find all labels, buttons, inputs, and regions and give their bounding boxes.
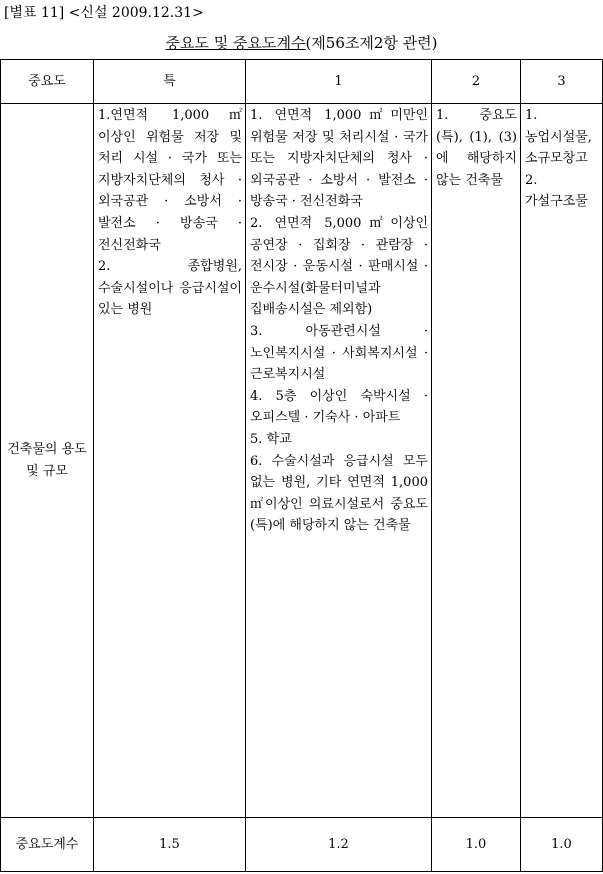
- coef-grade-2: 1.0: [432, 818, 521, 872]
- row-label-coefficient: 중요도계수: [1, 818, 94, 872]
- grade1-item-1: 1. 연면적 1,000㎡미만인 위험물 저장 및 처리시설 · 국가 또는 지방자치단체의 청사 · 외국공관 · 소방서 · 발전소 · 방송국 · 전신전화국: [250, 108, 428, 210]
- grade1-item-3: 3. 아동관련시설 · 노인복지시설 · 사회복지시설 · 근로복지시설: [250, 323, 428, 383]
- cell-special: [94, 104, 246, 818]
- table-title: [0, 32, 603, 53]
- grade1-item-4: 4. 5층 이상인 숙박시설 · 오피스텔 · 기숙사 · 아파트: [250, 388, 428, 426]
- title-main: 중요도 및 중요도계수: [165, 34, 306, 52]
- grade3-item-1: 1. 농업시설물, 소규모창고: [525, 108, 592, 167]
- cell-grade-3: [521, 104, 603, 818]
- column-header-2: 2: [432, 60, 521, 104]
- coef-special: 1.5: [94, 818, 246, 872]
- importance-table: [0, 59, 603, 872]
- special-item-2: 2. 종합병원, 수술시설이나 응급시설이 있는 병원: [98, 259, 242, 318]
- coefficient-row: [1, 818, 603, 872]
- row-label-usage: 건축물의 용도 및 규모: [1, 104, 94, 818]
- grade1-item-5: 5. 학교: [250, 431, 292, 447]
- annex-header: [별표 11] <신설 2009.12.31>: [4, 5, 204, 21]
- column-header-3: 3: [521, 60, 603, 104]
- header-row: [1, 60, 603, 104]
- coef-grade-3: 1.0: [521, 818, 603, 872]
- cell-grade-2: [432, 104, 521, 818]
- grade2-item-1: 1. 중요도(특), (1), (3)에 해당하지 않는 건축물: [436, 108, 517, 188]
- column-header-1: 1: [246, 60, 432, 104]
- special-item-1: 1.연면적 1,000㎡ 이상인 위험물 저장 및 처리 시설 · 국가 또는 지방자치단체의 청사 · 외국공관 · 소방서 · 발전소 · 방송국 · 전신전화국: [98, 108, 242, 253]
- column-header-special: 특: [94, 60, 246, 104]
- grade1-item-6: 6. 수술시설과 응급시설 모두 없는 병원, 기타 연면적 1,000㎡이상인 의료시설로서 중요도(특)에 해당하지 않는 건축물: [250, 453, 428, 534]
- cell-grade-1: [246, 104, 432, 818]
- coef-grade-1: 1.2: [246, 818, 432, 872]
- grade3-item-2: 2. 가설구조물: [525, 172, 588, 210]
- title-reference: (제56조제2항 관련): [305, 34, 438, 52]
- column-header-importance: 중요도: [1, 60, 94, 104]
- grade1-item-2: 2. 연면적 5,000㎡이상인 공연장 · 집회장 · 관람장 · 전시장 · 운동시설 · 판매시설 · 운수시설(화물터미널과 집배송시설은 제외함): [250, 215, 428, 318]
- usage-row: [1, 104, 603, 818]
